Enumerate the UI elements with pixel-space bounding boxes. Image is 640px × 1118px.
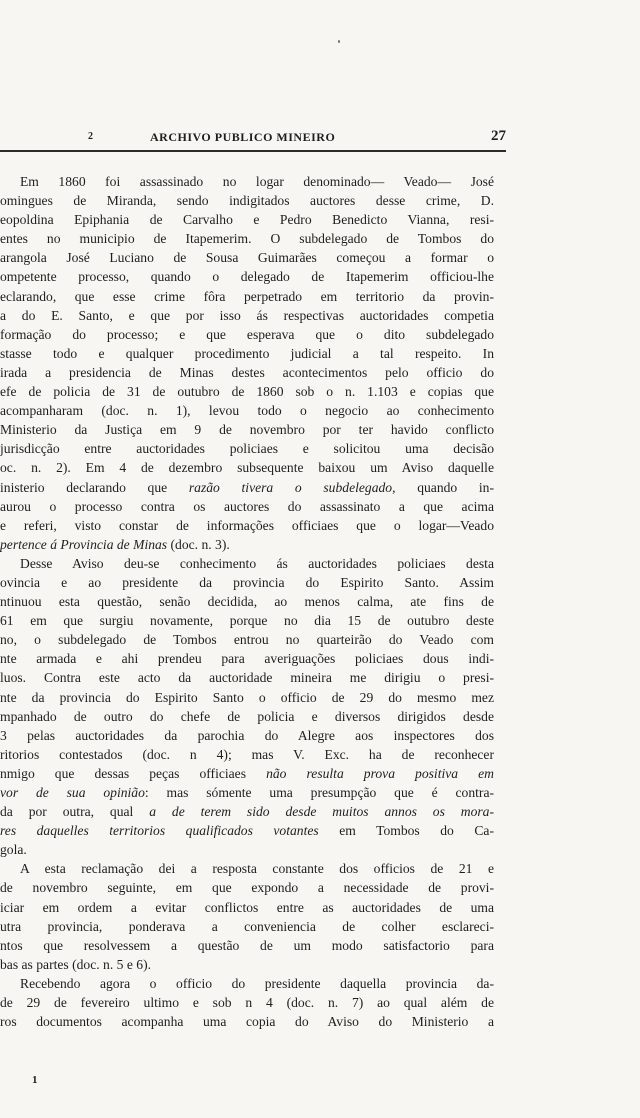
text-line: e referi, visto constar de informações officiaes que o logar—Veado xyxy=(0,517,494,533)
text-line: bas as partes (doc. n. 5 e 6). xyxy=(0,956,151,972)
text-line: nmigo que dessas peças officiaes não resulta prova positiva em xyxy=(0,765,494,781)
text-line: de novembro seguinte, em que expondo a necessidade de provi- xyxy=(0,880,494,896)
text-line: formação do processo; e que esperava que o dito subdelegado xyxy=(0,326,494,342)
text-line: omingues de Miranda, sendo indigitados auctores desse crime, D. xyxy=(0,193,494,209)
text-line: ntinuou esta questão, senão decidida, ao menos calma, ate fins de xyxy=(0,594,494,610)
text-line: mpanhado de outro do chefe de policia e diversos dirigidos desde xyxy=(0,708,494,724)
italic-run: não resulta prova positiva em xyxy=(266,765,494,781)
text-line: jurisdicção entre auctoridades policiaes e solicitou uma decisão xyxy=(0,441,494,457)
text-line: arangola José Luciano de Sousa Guimarães começou a formar o xyxy=(0,250,494,266)
text-line: Recebendo agora o officio do presidente daquella provincia da- xyxy=(20,975,494,991)
text-line: aurou o processo contra os auctores do assassinato a que acima xyxy=(0,498,494,514)
text-line: pertence á Provincia de Minas (doc. n. 3). xyxy=(0,536,230,552)
text-line: ritorios contestados (doc. n 4); mas V. Exc. ha de reconhecer xyxy=(0,746,494,762)
text-line: irada a presidencia de Minas destes acontecimentos pelo officio do xyxy=(0,364,494,380)
signature-mark: 2 xyxy=(88,131,93,142)
text-line: eclarando, que esse crime fôra perpetrado em territorio da provin- xyxy=(0,288,494,304)
text-line: efe de policia de 31 de outubro de 1860 sob o n. 1.103 e copias que xyxy=(0,384,494,400)
text-line: entes no municipio de Itapemerim. O subdelegado de Tombos do xyxy=(0,231,494,247)
page-number: 27 xyxy=(491,128,506,144)
text-line: ros documentos acompanha uma copia do Aviso do Ministerio a xyxy=(0,1014,494,1030)
text-line: no, o subdelegado de Tombos entrou no quarteirão do Veado com xyxy=(0,632,494,648)
text-line: ovincia e ao presidente da provincia do Espirito Santo. Assim xyxy=(0,574,494,590)
italic-run: a de terem sido desde muitos annos os mora- xyxy=(149,804,494,820)
text-line: oc. n. 2). Em 4 de dezembro subsequente baixou um Aviso daquelle xyxy=(0,460,494,476)
footer-mark: 1 xyxy=(32,1074,38,1086)
text-line: nte armada e ahi prendeu para averiguações policiaes dous indi- xyxy=(0,651,494,667)
running-head xyxy=(0,128,506,148)
text-line: gola. xyxy=(0,842,27,858)
text-line: ntos que resolvessem a questão de um modo satisfactorio para xyxy=(0,937,494,953)
text-line: Em 1860 foi assassinado no logar denominado— Veado— José xyxy=(20,174,494,189)
text-line: Ministerio da Justiça em 9 de novembro por ter havido conflicto xyxy=(0,422,494,438)
text-line: iciar em ordem a evitar conflictos entre as auctoridades de uma xyxy=(0,899,494,915)
text-line: res daquelles territorios qualificados votantes em Tombos do Ca- xyxy=(0,823,494,839)
body-text xyxy=(0,172,494,1031)
italic-run: vor de sua opinião xyxy=(0,785,145,800)
text-line: de 29 de fevereiro ultimo e sob n 4 (doc. n. 7) ao qual além de xyxy=(0,995,494,1011)
text-line: vor de sua opinião: mas sómente uma presumpção que é contra- xyxy=(0,785,494,800)
text-line: inisterio declarando que razão tivera o subdelegado, quando in- xyxy=(0,479,494,495)
text-line: utra provincia, ponderava a conveniencia de colher esclareci- xyxy=(0,918,494,934)
text-line: 61 em que surgiu novamente, porque no dia 15 de outubro deste xyxy=(0,613,494,629)
text-line: eopoldina Epiphania de Carvalho e Pedro Benedicto Vianna, resi- xyxy=(0,212,494,228)
text-line: stasse todo e qualquer procedimento judicial a tal respeito. In xyxy=(0,345,494,361)
italic-run: razão tivera o subdelegado xyxy=(188,479,393,495)
text-line: A esta reclamação dei a resposta constante dos officios de 21 e xyxy=(20,861,494,877)
text-line: nte da provincia do Espirito Santo o officio de 29 do mesmo mez xyxy=(0,689,494,705)
text-line: ompetente processo, quando o delegado de Itapemerim officiou-lhe xyxy=(0,269,494,285)
text-line: a do E. Santo, e que por isso ás respectivas auctoridades competia xyxy=(0,307,494,323)
text-line: Desse Aviso deu-se conhecimento ás auctoridades policiaes desta xyxy=(20,555,494,571)
text-line: 3 pelas auctoridades da parochia do Alegre aos inspectores dos xyxy=(0,727,494,743)
text-line: acompanharam (doc. n. 1), levou todo o negocio ao conhecimento xyxy=(0,403,494,419)
header-rule xyxy=(0,150,506,152)
text-line: da por outra, qual a de terem sido desde muitos annos os mora- xyxy=(0,804,494,820)
italic-run: pertence á Provincia de Minas xyxy=(0,536,168,552)
paper-speck xyxy=(338,40,340,43)
italic-run: res daquelles territorios qualificados votantes xyxy=(0,823,319,839)
text-line: luos. Contra este acto da auctoridade mineira me dirigiu o presi- xyxy=(0,670,494,686)
journal-title: ARCHIVO PUBLICO MINEIRO xyxy=(150,130,336,144)
